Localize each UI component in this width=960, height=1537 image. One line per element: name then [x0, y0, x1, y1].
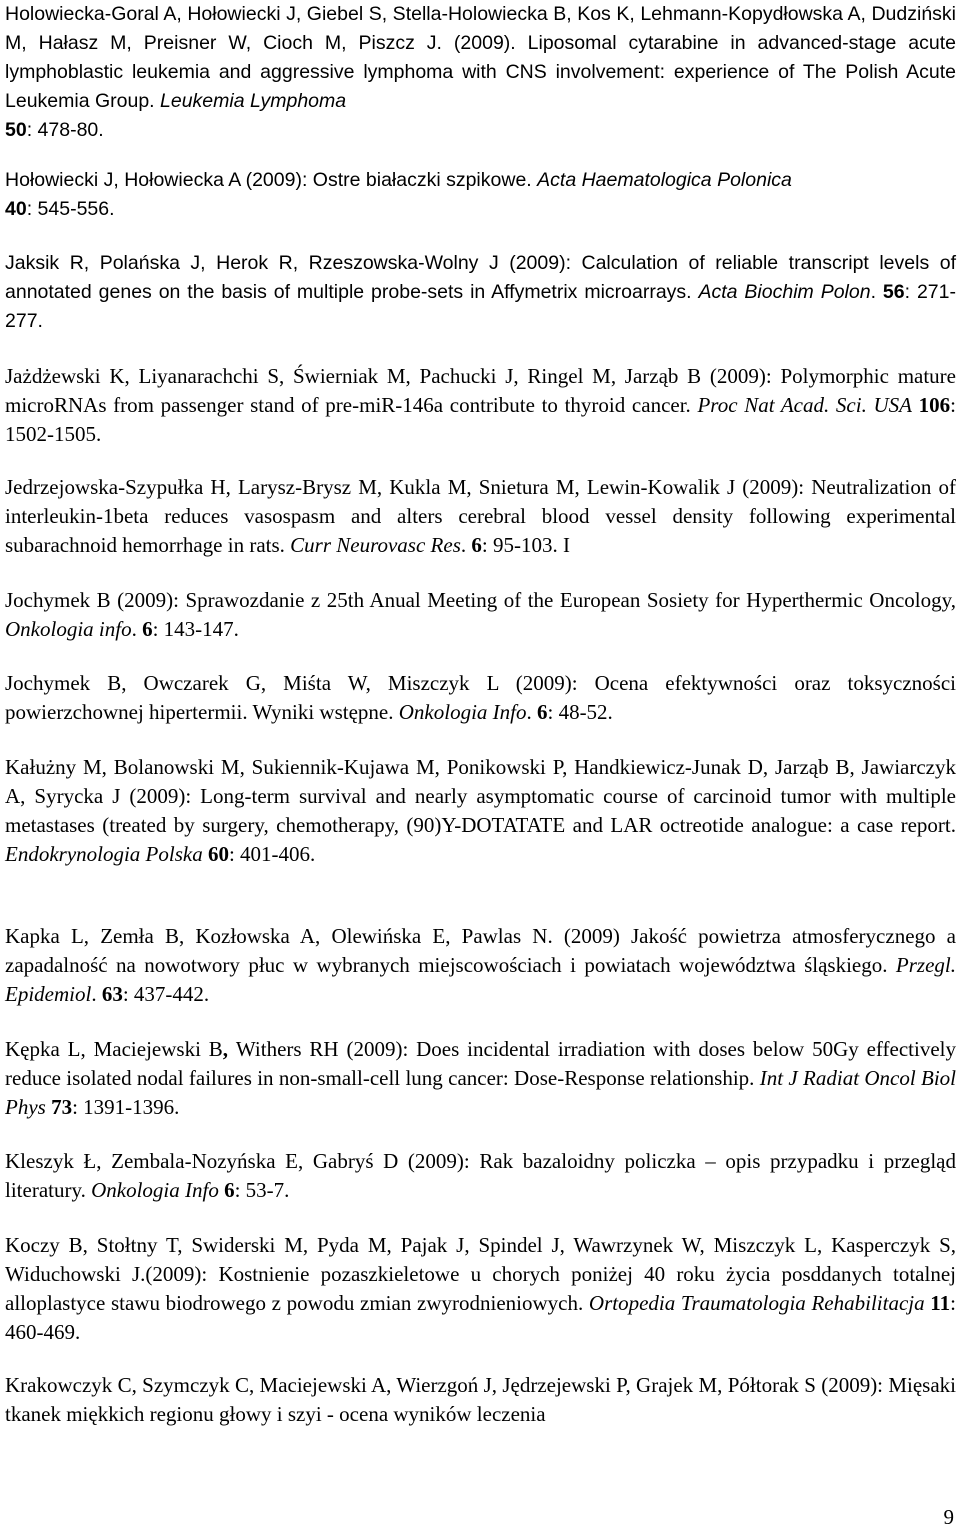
ref-authors: Krakowczyk C, Szymczyk C, Maciejewski A, Wierzgoń J, Jędrzejewski P, Grajek M, Półtorak S (2009): Mięsaki tkanek miękkich regionu głowy i szyi - ocena wyników leczenia	[5, 1373, 956, 1426]
ref-authors-continued: Withers RH (2009): Does incidental irradiation with doses below 50Gy effectively reduce isolated nodal failures in non-small-cell lung cancer: Dose-Response relationship.	[5, 1037, 957, 1090]
reference-holowiecki	[5, 166, 956, 224]
ref-pages: : 1502-1505.	[5, 393, 957, 446]
ref-authors: Hołowiecki J, Hołowiecka A (2009): Ostre białaczki szpikowe.	[5, 169, 538, 191]
ref-authors: Koczy B, Stołtny T, Swiderski M, Pyda M, Pajak J, Spindel J, Wawrzynek W, Miszczyk L, Kasperczyk S, Widuchowski J.(2009): Kostnienie pozaszkieletowe u chorych poniżej 40 roku życia posddanych totalnej alloplastyce stawu biodrowego z powodu zmian zwyrodnieniowych.	[5, 1233, 956, 1315]
ref-volume: 50	[5, 119, 27, 141]
ref-pages: : 95-103. I	[481, 533, 570, 557]
ref-volume: 106	[918, 393, 951, 417]
reference-kleszyk	[5, 1147, 956, 1205]
ref-authors: Holowiecka-Goral A, Hołowiecki J, Giebel S, Stella-Holowiecka B, Kos K, Lehmann-Kopydłowska A, Dudziński M, Hałasz M, Preisner W, Cioch M, Piszcz J. (2009). Liposomal cytarabine in advanced-stage acute lymphoblastic leukemia and aggressive lymphoma with CNS involvement: experience of The Polish Acute Leukemia Group.	[5, 3, 956, 112]
ref-authors: Kleszyk Ł, Zembala-Nozyńska E, Gabryś D (2009): Rak bazaloidny policzka – opis przypadku i przegląd literatury.	[5, 1149, 956, 1202]
reference-jedrzejowska: Jedrzejowska-Szypułka H, Larysz-Brysz M, Kukla M, Snietura M, Lewin-Kowalik J (2009): Neutralization of interleukin-1beta reduces vasospasm and alters cerebral blood vessel density following experimental subarachnoid hemorrhage in rats. Curr Neurovasc Res. 6: 95-103. I	[5, 475, 956, 557]
ref-pages: : 460-469.	[5, 1291, 956, 1344]
ref-pages: : 478-80.	[26, 119, 104, 141]
ref-volume: 63	[101, 982, 123, 1006]
ref-journal: Ortopedia Traumatologia Rehabilitacja	[588, 1291, 925, 1315]
ref-volume: 40	[5, 198, 27, 220]
ref-authors: Jażdżewski K, Liyanarachchi S, Świerniak M, Pachucki J, Ringel M, Jarząb B (2009): Polymorphic mature microRNAs from passenger stand of pre-miR-146a contribute to thyroid cancer.	[5, 364, 956, 417]
ref-authors: Jochymek B, Owczarek G, Miśta W, Miszczyk L (2009): Ocena efektywności oraz toksyczności powierzchownej hipertermii. Wyniki wstępne.	[5, 671, 956, 724]
ref-authors: Kępka L, Maciejewski B	[5, 1037, 223, 1061]
ref-pages: : 271-277.	[5, 281, 956, 332]
ref-journal: Proc Nat Acad. Sci. USA	[697, 393, 912, 417]
ref-volume: 73	[51, 1095, 73, 1119]
ref-journal: Onkologia info	[5, 617, 132, 641]
ref-volume: 60	[207, 842, 229, 866]
ref-volume: 6	[142, 617, 153, 641]
ref-journal: Acta Haematologica Polonica	[537, 169, 792, 191]
ref-authors: Kapka L, Zemła B, Kozłowska A, Olewińska E, Pawlas N. (2009) Jakość powietrza atmosferycznego a zapadalność na nowotwory płuc w wybranych miejscowościach i powiatach województwa śląskiego.	[5, 924, 956, 977]
ref-pages: : 545-556.	[26, 198, 115, 220]
ref-authors: Kałużny M, Bolanowski M, Sukiennik-Kujawa M, Ponikowski P, Handkiewicz-Junak D, Jarząb B, Jawiarczyk A, Syrycka J (2009): Long-term survival and nearly asymptomatic course of carcinoid tumor with multiple metastases (treated by surgery, chemotherapy, (90)Y-DOTATATE and LAR octreotide analogue: a case report.	[5, 755, 956, 837]
ref-journal: Leukemia Lymphoma	[160, 90, 347, 112]
ref-authors: Jochymek B (2009): Sprawozdanie z 25th Anual Meeting of the European Sosiety for Hyperthermic Oncology,	[5, 588, 956, 612]
ref-authors: Jaksik R, Polańska J, Herok R, Rzeszowska-Wolny J (2009): Calculation of reliable transcript levels of annotated genes on the basis of multiple probe-sets in Affymetrix microarrays.	[5, 252, 956, 303]
ref-pages: : 48-52.	[547, 700, 613, 724]
ref-pages: : 401-406.	[228, 842, 316, 866]
ref-journal: Przegl. Epidemiol	[5, 953, 956, 1006]
ref-pages: : 437-442.	[122, 982, 210, 1006]
reference-jochymek-1: Jochymek B (2009): Sprawozdanie z 25th Anual Meeting of the European Sosiety for Hyperthermic Oncology, Onkologia info. 6: 143-147.	[5, 588, 956, 641]
ref-volume: 11	[930, 1291, 951, 1315]
reference-krakowczyk	[5, 1371, 956, 1429]
ref-volume: 6	[536, 700, 548, 724]
reference-jazdzewski	[5, 362, 956, 449]
ref-volume: 56	[882, 281, 905, 303]
ref-journal: Curr Neurovasc Res	[290, 533, 461, 557]
ref-journal: Int J Radiat Oncol Biol Phys	[5, 1066, 957, 1119]
reference-kaluzny	[5, 753, 956, 869]
ref-journal: Acta Biochim Polon	[698, 281, 871, 303]
ref-journal: Onkologia Info	[91, 1178, 219, 1202]
ref-pages: : 143-147.	[152, 617, 239, 641]
reference-holowiecka-goral	[5, 0, 956, 145]
page-number: 9	[943, 1505, 954, 1529]
reference-kapka: Kapka L, Zemła B, Kozłowska A, Olewińska E, Pawlas N. (2009) Jakość powietrza atmosferycznego a zapadalność na nowotwory płuc w wybranych miejscowościach i powiatach województwa śląskiego. Przegl. Epidemiol. 63: 437-442.	[5, 924, 956, 1006]
reference-jochymek-2: Jochymek B, Owczarek G, Miśta W, Miszczyk L (2009): Ocena efektywności oraz toksyczności powierzchownej hipertermii. Wyniki wstępne. Onkologia Info. 6: 48-52.	[5, 671, 956, 724]
ref-pages: : 1391-1396.	[72, 1095, 180, 1119]
reference-koczy	[5, 1231, 956, 1347]
ref-journal: Endokrynologia Polska	[5, 842, 203, 866]
ref-volume: 6	[471, 533, 482, 557]
ref-authors: Jedrzejowska-Szypułka H, Larysz-Brysz M, Kukla M, Snietura M, Lewin-Kowalik J (2009): Neutralization of interleukin-1beta reduces vasospasm and alters cerebral blood vessel density following experimental subarachnoid hemorrhage in rats.	[5, 475, 956, 557]
reference-jaksik: Jaksik R, Polańska J, Herok R, Rzeszowska-Wolny J (2009): Calculation of reliable transcript levels of annotated genes on the basis of multiple probe-sets in Affymetrix microarrays. Acta Biochim Polon. 56: 271-277.	[5, 252, 956, 332]
ref-volume: 6	[224, 1178, 235, 1202]
reference-kepka: Kępka L, Maciejewski B, Withers RH (2009): Does incidental irradiation with doses below 50Gy effectively reduce isolated nodal failures in non-small-cell lung cancer: Dose-Response relationship. Int J Radiat Oncol Biol Phys 73: 1391-1396.	[5, 1037, 957, 1119]
ref-pages: : 53-7.	[234, 1178, 290, 1202]
ref-journal: Onkologia Info	[398, 700, 527, 724]
